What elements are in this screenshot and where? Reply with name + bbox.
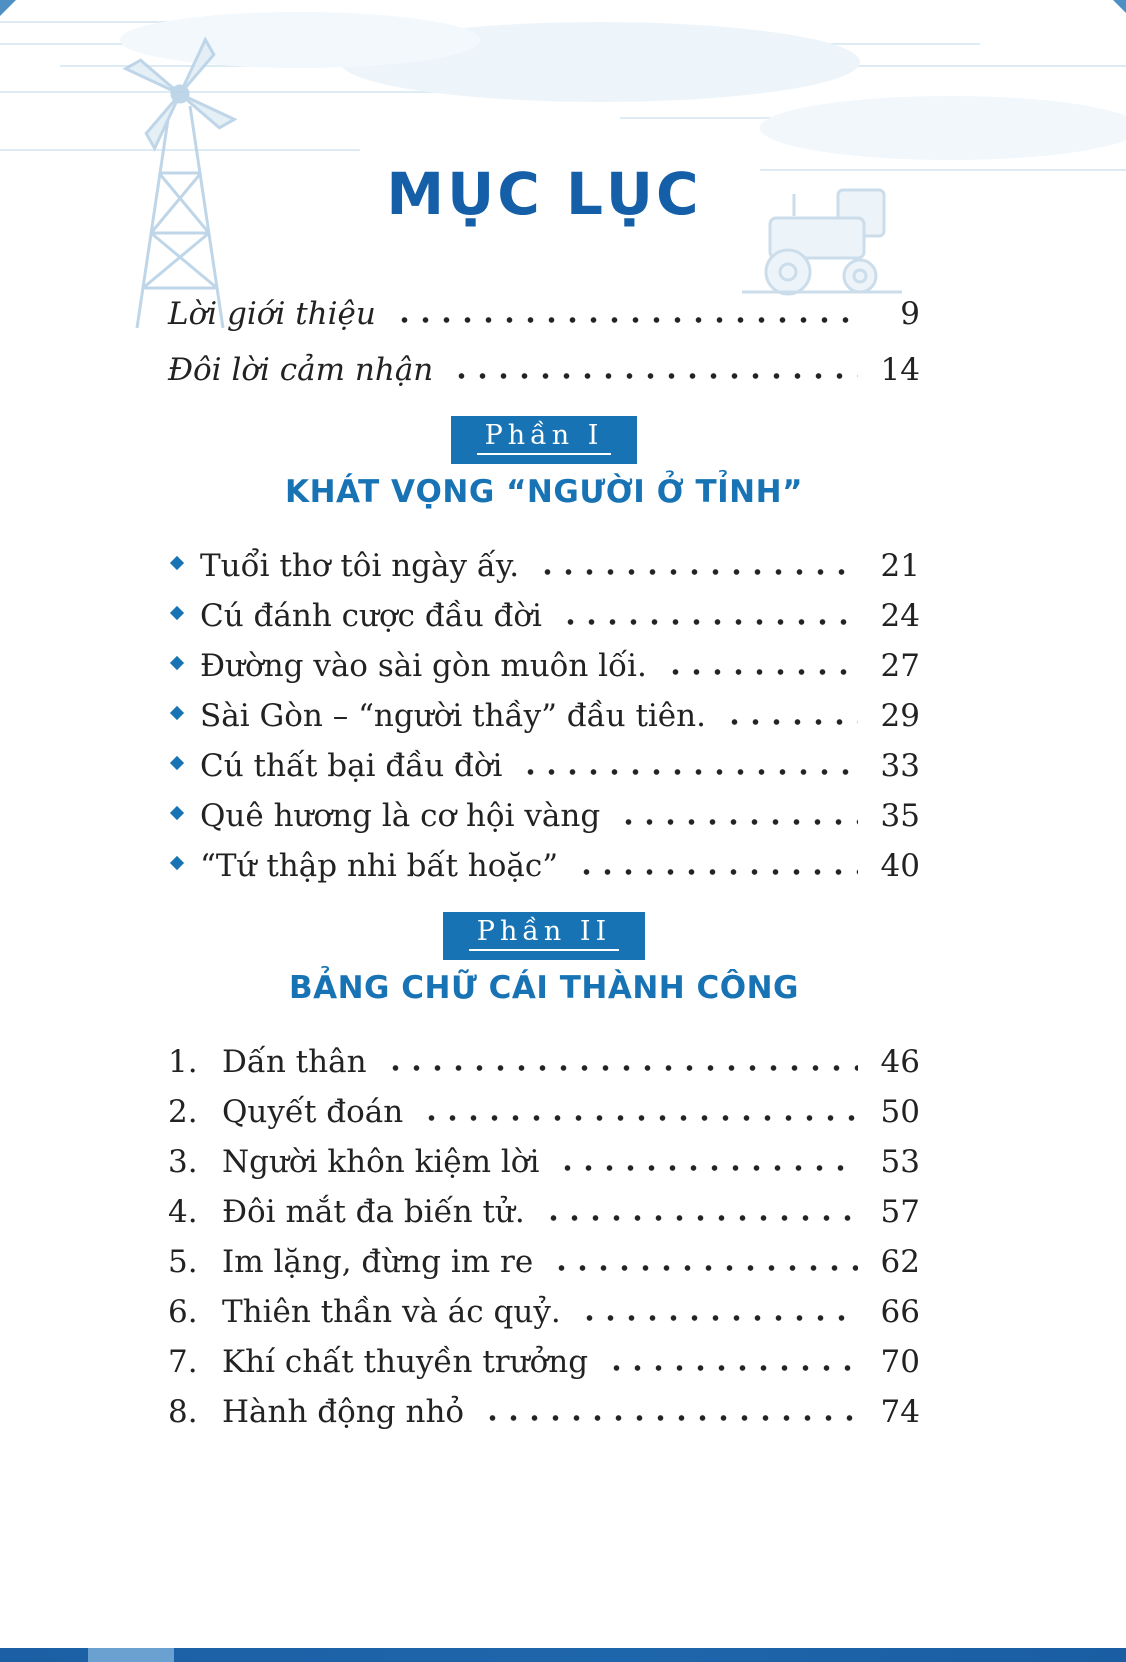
entry-page-number: 53 <box>880 1144 920 1180</box>
entry-page-number: 50 <box>880 1094 920 1130</box>
entry-page-number: 9 <box>900 296 920 332</box>
entry-page-number: 21 <box>880 548 920 584</box>
entry-label: Thiên thần và ác quỷ. <box>222 1294 561 1330</box>
dot-leader <box>659 667 858 677</box>
toc-entry <box>168 1080 920 1130</box>
part-badge-label: Phần II <box>469 916 619 951</box>
entry-number: 4. <box>168 1194 198 1230</box>
entry-label: Cú đánh cược đầu đời <box>200 598 542 634</box>
dot-leader <box>531 567 858 577</box>
entry-label: Sài Gòn – “người thầy” đầu tiên. <box>200 698 706 734</box>
diamond-bullet-icon <box>170 856 184 870</box>
entry-page-number: 62 <box>880 1244 920 1280</box>
dot-leader <box>570 867 858 877</box>
entry-page-number: 57 <box>880 1194 920 1230</box>
toc-entry <box>168 1280 920 1330</box>
toc-section <box>168 416 920 884</box>
entry-label: Người khôn kiệm lời <box>222 1144 540 1180</box>
dot-leader <box>545 1263 858 1273</box>
entry-number: 3. <box>168 1144 198 1180</box>
part-badge-wrap <box>168 912 920 960</box>
toc-entry <box>168 734 920 784</box>
dot-leader <box>573 1313 858 1323</box>
entry-label: Im lặng, đừng im re <box>222 1244 534 1280</box>
corner-accent-right <box>1113 0 1126 13</box>
entry-page-number: 24 <box>880 598 920 634</box>
dot-leader <box>537 1213 858 1223</box>
dot-leader <box>388 315 858 325</box>
toc-section <box>168 912 920 1430</box>
section-heading: KHÁT VỌNG “NGƯỜI Ở TỈNH” <box>285 474 803 510</box>
entry-page-number: 74 <box>880 1394 920 1430</box>
entry-label: Khí chất thuyền trưởng <box>222 1344 589 1380</box>
diamond-bullet-icon <box>170 756 184 770</box>
dot-leader <box>554 617 858 627</box>
part-badge-wrap <box>168 416 920 464</box>
corner-accent-left <box>0 0 16 16</box>
entry-label: Đôi mắt đa biến tử. <box>222 1194 525 1230</box>
dot-leader <box>445 371 858 381</box>
toc-sections <box>168 416 920 1430</box>
entry-number: 5. <box>168 1244 198 1280</box>
entry-label: Lời giới thiệu <box>168 296 376 332</box>
entry-number: 1. <box>168 1044 198 1080</box>
dot-leader <box>612 817 858 827</box>
diamond-bullet-icon <box>170 606 184 620</box>
toc-entry <box>168 534 920 584</box>
section-entries <box>168 534 920 884</box>
toc-entry <box>168 584 920 634</box>
toc-entry <box>168 1230 920 1280</box>
intro-entries <box>168 276 920 388</box>
toc-entry <box>168 1030 920 1080</box>
toc-entry <box>168 1130 920 1180</box>
toc-entry <box>168 1380 920 1430</box>
section-entries <box>168 1030 920 1430</box>
entry-number: 7. <box>168 1344 198 1380</box>
entry-number: 6. <box>168 1294 198 1330</box>
entry-page-number: 27 <box>880 648 920 684</box>
entry-label: Quyết đoán <box>222 1094 404 1130</box>
entry-page-number: 70 <box>880 1344 920 1380</box>
part-badge <box>443 912 645 960</box>
entry-label: Đôi lời cảm nhận <box>168 352 434 388</box>
dot-leader <box>551 1163 858 1173</box>
entry-page-number: 66 <box>880 1294 920 1330</box>
dot-leader <box>476 1413 858 1423</box>
toc-content <box>168 0 920 1430</box>
bottom-bar <box>0 1648 1126 1662</box>
entry-label: Dấn thân <box>222 1044 367 1080</box>
diamond-bullet-icon <box>170 656 184 670</box>
section-heading: BẢNG CHỮ CÁI THÀNH CÔNG <box>288 970 799 1006</box>
entry-label: Đường vào sài gòn muôn lối. <box>200 648 647 684</box>
entry-page-number: 29 <box>880 698 920 734</box>
dot-leader <box>514 767 858 777</box>
dot-leader <box>379 1063 858 1073</box>
toc-entry <box>168 332 920 388</box>
diamond-bullet-icon <box>170 556 184 570</box>
part-badge <box>451 416 638 464</box>
entry-label: Hành động nhỏ <box>222 1394 465 1430</box>
toc-entry <box>168 276 920 332</box>
entry-label: Cú thất bại đầu đời <box>200 748 503 784</box>
toc-entry <box>168 1330 920 1380</box>
toc-entry <box>168 834 920 884</box>
entry-label: Quê hương là cơ hội vàng <box>200 798 601 834</box>
entry-page-number: 46 <box>880 1044 920 1080</box>
diamond-bullet-icon <box>170 706 184 720</box>
entry-page-number: 40 <box>880 848 920 884</box>
page-title: MỤC LỤC <box>386 160 702 228</box>
diamond-bullet-icon <box>170 806 184 820</box>
entry-page-number: 14 <box>880 352 920 388</box>
dot-leader <box>415 1113 858 1123</box>
entry-page-number: 35 <box>880 798 920 834</box>
entry-number: 2. <box>168 1094 198 1130</box>
entry-number: 8. <box>168 1394 198 1430</box>
entry-label: Tuổi thơ tôi ngày ấy. <box>200 548 520 584</box>
dot-leader <box>718 717 858 727</box>
toc-entry <box>168 784 920 834</box>
toc-entry <box>168 634 920 684</box>
part-badge-label: Phần I <box>477 420 612 455</box>
entry-label: “Tứ thập nhi bất hoặc” <box>200 848 559 884</box>
toc-entry <box>168 684 920 734</box>
dot-leader <box>600 1363 858 1373</box>
entry-page-number: 33 <box>880 748 920 784</box>
toc-entry <box>168 1180 920 1230</box>
